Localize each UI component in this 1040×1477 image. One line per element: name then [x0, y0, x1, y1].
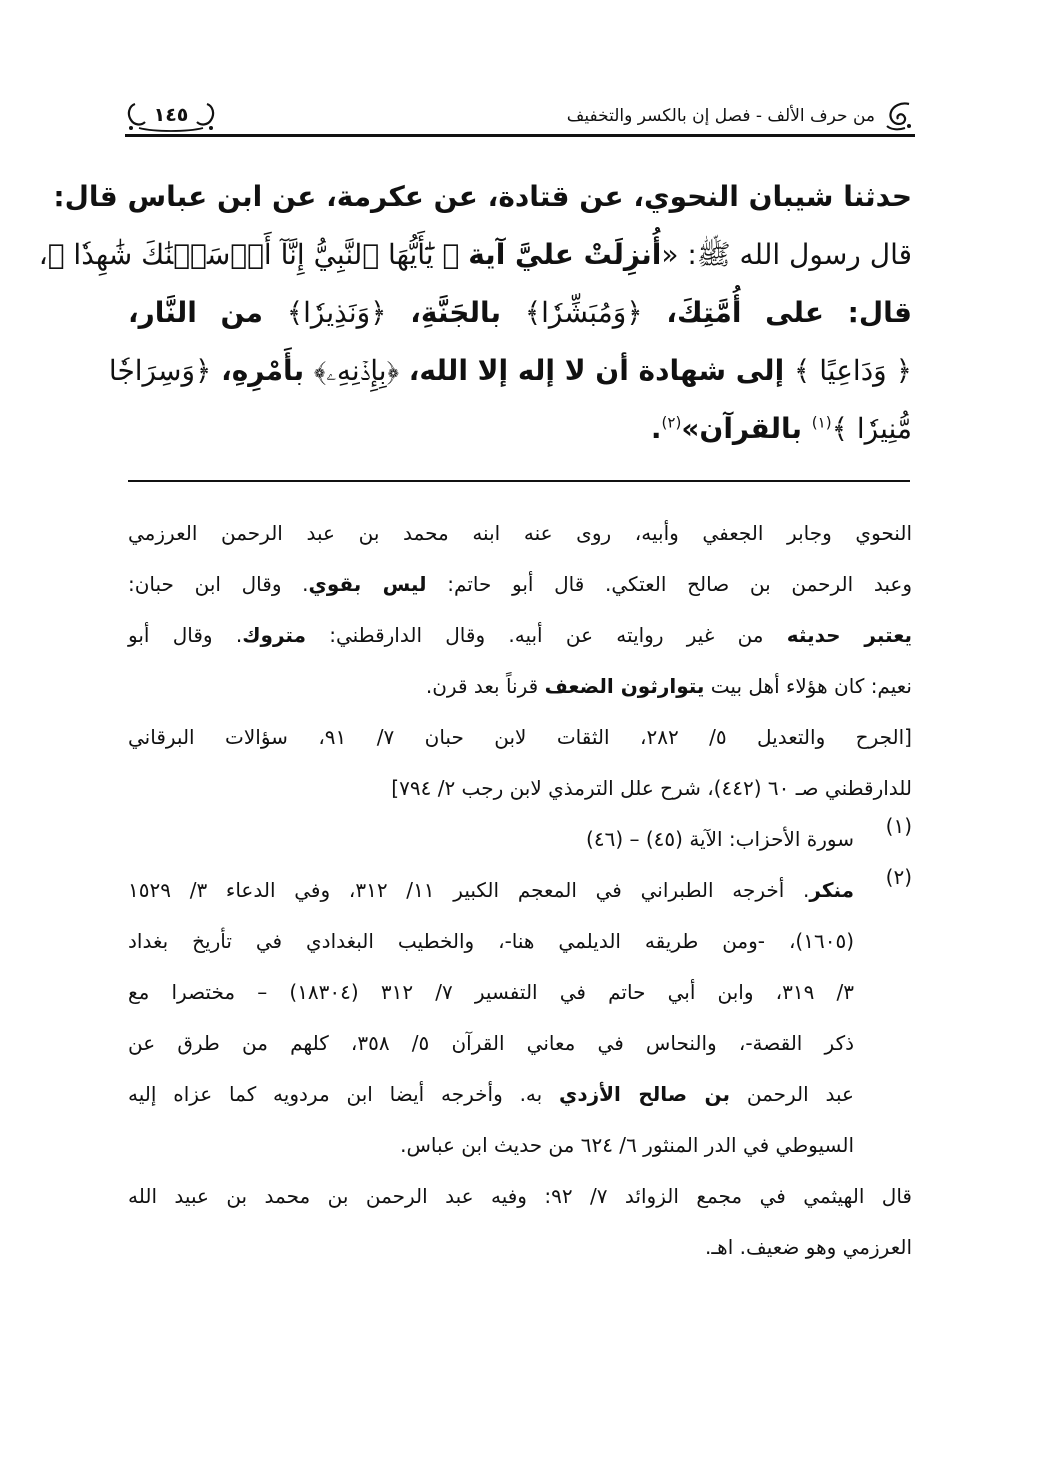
footnote-text: عبد الرحمن: [730, 1082, 854, 1106]
main-text-segment: بأَمْرِهِ،: [211, 354, 314, 387]
quran-word: ﴿وَنَذِيرٗا﴾: [286, 296, 387, 329]
main-text-segment: إلى شهادة أن لا إله إلا الله،: [399, 354, 794, 387]
footnote-continued-line: [128, 661, 912, 712]
footnote-number: (١): [885, 814, 912, 838]
footnote-text: العرزمي وهو ضعيف. اهـ.: [704, 1235, 912, 1259]
footnote-line: [128, 1120, 912, 1171]
footnote-ref-1: (١): [811, 413, 832, 432]
main-line-5: [128, 400, 912, 458]
footnote-bold-text: بن صالح الأزدي: [559, 1082, 731, 1106]
quran-word: ﴿وَسِرَاجٗا: [108, 354, 212, 387]
footnote-bold-text: ليس بقوي: [308, 572, 427, 596]
footnote-line: [128, 916, 912, 967]
footnote-line: [128, 865, 912, 916]
quran-verse: ﴿ يَٰٓأَيُّهَا ٱلنَّبِيُّ إِنَّآ أَرۡسَلۡنَٰكَ شَٰهِدٗا ﴾،: [38, 238, 469, 271]
header-rule: [125, 134, 915, 137]
main-text-segment: أُنزِلَتْ عليَّ آية: [468, 238, 662, 271]
footnote-text: قرناً بعد قرن.: [425, 674, 545, 698]
main-text-segment: من النَّار،: [128, 296, 287, 329]
footnote-bold-text: يتوارثون الضعف: [544, 674, 705, 698]
footnote-text: ذكر القصة-، والنحاس في معاني القرآن ٥/ ٣٥٨، كلهم من طرق عن: [128, 1031, 854, 1055]
footnote-bold-text: منكر: [809, 878, 855, 902]
footnote-line: [128, 814, 912, 865]
quran-word: ﴿ وَدَاعِيًا ﴾: [793, 354, 912, 387]
main-line-1: [53, 168, 912, 226]
footnote-number: (٢): [885, 865, 912, 889]
footnote-text: . وقال ابن حبان:: [128, 572, 309, 596]
footnote-text: قال الهيثمي في مجمع الزوائد ٧/ ٩٢: وفيه عبد الرحمن بن محمد بن عبيد الله: [128, 1184, 912, 1208]
footnote-continued-line: [128, 610, 912, 661]
footnote-text: للدارقطني صـ ٦٠ (٤٤٢)، شرح علل الترمذي لابن رجب ٢/ ٧٩٤]: [391, 776, 912, 800]
footnote-1: [128, 814, 912, 865]
page-number: ١٤٥: [153, 104, 189, 126]
quran-word: ﴿وَمُبَشِّرٗا﴾: [524, 296, 643, 329]
main-line-3: [128, 284, 912, 342]
main-text-segment: بالجَنَّةِ،: [386, 296, 525, 329]
main-text-segment: .: [650, 412, 662, 445]
footnote-closing-line: [128, 1222, 912, 1273]
header-ornament-icon: [879, 100, 915, 132]
footnote-closing-line: [128, 1171, 912, 1222]
main-text-segment: بالقرآن»: [681, 412, 812, 445]
main-line-4: [108, 342, 912, 400]
header-title: من حرف الألف - فصل إن بالكسر والتخفيف: [566, 106, 875, 126]
footnote-text: . أخرجه الطبراني في المعجم الكبير ١١/ ٣١٢، وفي الدعاء ٣/ ١٥٢٩: [128, 878, 810, 902]
footnote-text: من غير روايته عن أبيه. وقال الدارقطني:: [305, 623, 787, 647]
footnote-bold-text: متروك: [242, 623, 306, 647]
footnote-line: [128, 1069, 912, 1120]
footnote-bold-text: يعتبر حديثه: [786, 623, 912, 647]
footnotes: [128, 508, 912, 1273]
main-text-segment: قال رسول الله ﷺ: «: [661, 238, 912, 271]
footnote-text: ٣/ ٣١٩، وابن أبي حاتم في التفسير ٧/ ٣١٢ (١٨٣٠٤) – مختصرا مع: [128, 980, 854, 1004]
footnote-text: (١٦٠٥)، -ومن طريقه الديلمي هنا-، والخطيب البغدادي في تأريخ بغداد: [128, 929, 854, 953]
footnote-text: سورة الأحزاب: الآية (٤٥) – (٤٦): [586, 827, 854, 851]
footnote-line: [128, 1018, 912, 1069]
footnote-line: [128, 967, 912, 1018]
footnote-continued-line: [128, 712, 912, 763]
footnote-text: النحوي وجابر الجعفي وأبيه، روى عنه ابنه محمد بن عبد الرحمن العرزمي: [128, 521, 912, 545]
footnote-continued-line: [128, 559, 912, 610]
running-header: [125, 100, 915, 140]
main-line-2: [38, 226, 912, 284]
footnote-text: وعبد الرحمن بن صالح العتكي. قال أبو حاتم:: [426, 572, 912, 596]
footnote-ref-2: (٢): [661, 413, 682, 432]
main-text: [38, 168, 913, 458]
footnote-2: [128, 865, 912, 1171]
quran-word: مُّنِيرٗا ﴾: [831, 412, 912, 445]
footnote-text: به. وأخرجه أيضا ابن مردويه كما عزاه إليه: [128, 1082, 560, 1106]
footnote-text: السيوطي في الدر المنثور ٦/ ٦٢٤ من حديث ابن عباس.: [400, 1133, 854, 1157]
footnote-separator: [128, 480, 910, 482]
footnote-text: [الجرح والتعديل ٥/ ٢٨٢، الثقات لابن حبان ٧/ ٩١، سؤالات البرقاني: [128, 725, 912, 749]
footnote-text: نعيم: كان هؤلاء أهل بيت: [704, 674, 912, 698]
main-text-segment: قال: على أُمَّتِكَ،: [642, 296, 913, 329]
footnote-continued-line: [128, 763, 912, 814]
main-text-segment: حدثنا شيبان النحوي، عن قتادة، عن عكرمة، عن ابن عباس قال:: [53, 180, 912, 213]
footnote-continued-line: [128, 508, 912, 559]
quran-word: ﴿بِإِذۡنِهِۦ﴾: [313, 354, 400, 387]
footnote-text: . وقال أبو: [128, 623, 243, 647]
